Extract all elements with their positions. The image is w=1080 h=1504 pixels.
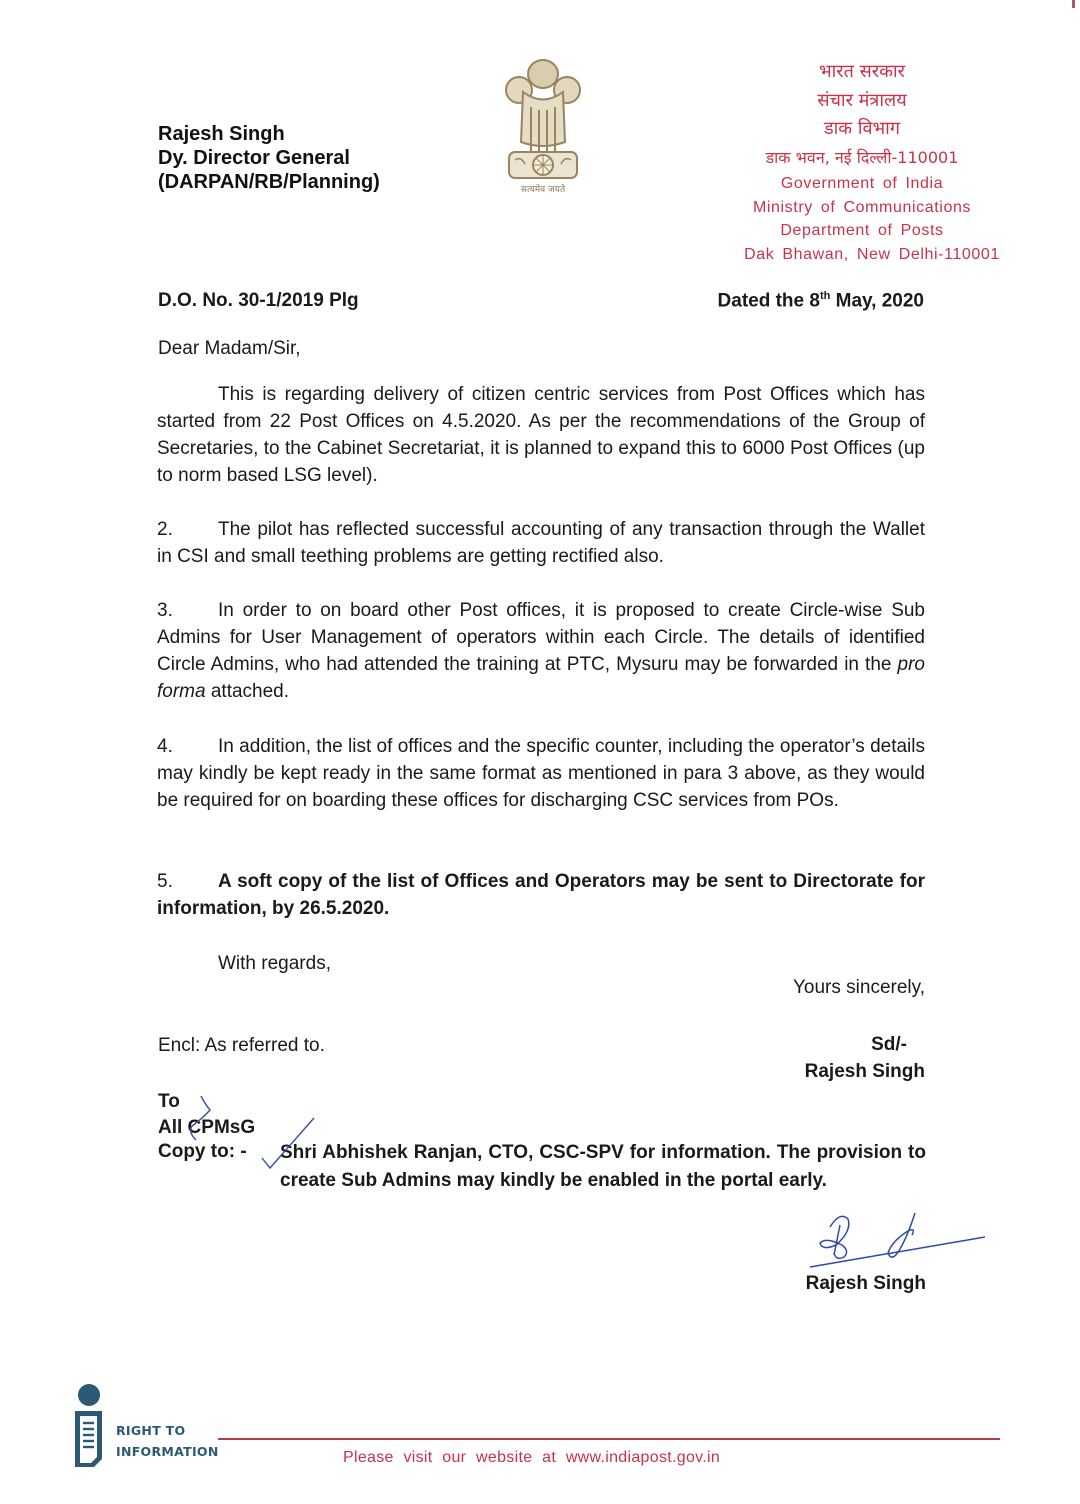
- paragraph-3: [157, 597, 925, 705]
- paragraph-2: [157, 516, 925, 570]
- office-english-line-1: Government of India: [780, 175, 944, 192]
- sd-mark: Sd/-: [871, 1034, 907, 1055]
- signed-block: [805, 1031, 925, 1085]
- emblem-motto: सत्यमेव जयते: [520, 185, 566, 195]
- date-suffix: May, 2020: [830, 290, 924, 312]
- paragraph-text: In order to on board other Post offices, it is proposed to create Circle-wise Sub Admins for User Management of operators within each Circle. The details of identified Circle Admins, who had attended the training at PTC, Mysuru may be forwarded in the: [157, 600, 925, 675]
- enclosure-line: Encl: As referred to.: [158, 1035, 325, 1056]
- national-emblem-icon: [493, 52, 593, 202]
- sender-block: [158, 122, 380, 194]
- office-english-line-4: Dak Bhawan, New Delhi-110001: [744, 245, 1000, 263]
- paragraph-1: This is regarding delivery of citizen centric services from Post Offices which has started from 22 Post Offices on 4.5.2020. As per the recommendations of the Group of Secretaries, to the Cabinet Secretariat, it is planned to expand this to 6000 Post Offices (up to norm based LSG level).: [157, 384, 925, 486]
- office-hindi-line-1: भारत सरकार: [818, 61, 906, 82]
- paragraph-5: [157, 868, 925, 922]
- closing-line: Yours sincerely,: [792, 977, 925, 998]
- footer-divider: [218, 1438, 1000, 1440]
- right-to-information-icon: [72, 1383, 110, 1469]
- sender-designation: Dy. Director General: [158, 147, 350, 169]
- paragraph-tail: attached.: [205, 681, 290, 702]
- copy-to-text: Shri Abhishek Ranjan, CTO, CSC-SPV for information. The provision to create Sub Admins may kindly be enabled in the portal early.: [280, 1142, 926, 1191]
- office-address-block: [712, 58, 1012, 266]
- footer-website-text: Please visit our website at www.indiapost.gov.in: [343, 1449, 721, 1466]
- paragraph-text: A soft copy of the list of Offices and Operators may be sent to Directorate for information, by 26.5.2020.: [157, 871, 925, 919]
- date-prefix: Dated the 8: [717, 290, 820, 312]
- signatory-name: Rajesh Singh: [804, 1061, 925, 1082]
- paragraph-text: The pilot has reflected successful accounting of any transaction through the Wallet in CSI and small teething problems are getting rectified also.: [157, 519, 925, 567]
- copy-to-label: Copy to: -: [158, 1141, 247, 1162]
- to-label: To: [158, 1091, 180, 1112]
- rti-label-line-2: INFORMATION: [116, 1444, 219, 1459]
- to-recipient: All CPMsG: [158, 1117, 256, 1138]
- date-ordinal: th: [819, 290, 831, 302]
- paragraph-number: 4.: [157, 736, 173, 757]
- paragraph-number: 5.: [157, 871, 173, 892]
- paragraph-text: In addition, the list of offices and the specific counter, including the operator’s details may kindly be kept ready in the same format as mentioned in para 3 above, as they would be required for on boarding these offices for discharging CSC services from POs.: [157, 736, 925, 811]
- office-english-line-2: Ministry of Communications: [752, 198, 972, 216]
- reference-number: D.O. No. 30-1/2019 Plg: [158, 290, 359, 311]
- scan-corner-mark: [1072, 0, 1075, 8]
- addressee-block: [158, 1089, 255, 1141]
- office-hindi-line-3: डाक विभाग: [824, 118, 900, 139]
- office-hindi-line-4: डाक भवन, नई दिल्ली-110001: [765, 147, 959, 167]
- paragraph-number: 2.: [157, 519, 173, 540]
- letter-date: [718, 290, 924, 312]
- sender-name: Rajesh Singh: [158, 123, 285, 145]
- rti-label-line-1: RIGHT TO: [116, 1423, 186, 1438]
- office-english-line-3: Department of Posts: [780, 222, 944, 239]
- handwritten-signature: [800, 1205, 990, 1275]
- paragraph-number: 3.: [157, 600, 173, 621]
- rti-label: [116, 1420, 219, 1462]
- pro-forma-term: pro forma: [157, 654, 925, 702]
- salutation: Dear Madam/Sir,: [158, 338, 301, 359]
- signature-name: Rajesh Singh: [805, 1273, 926, 1294]
- regards-line: With regards,: [218, 953, 331, 974]
- paragraph-4: [157, 733, 925, 814]
- office-hindi-line-2: संचार मंत्रालय: [817, 89, 907, 111]
- sender-division: (DARPAN/RB/Planning): [158, 171, 380, 193]
